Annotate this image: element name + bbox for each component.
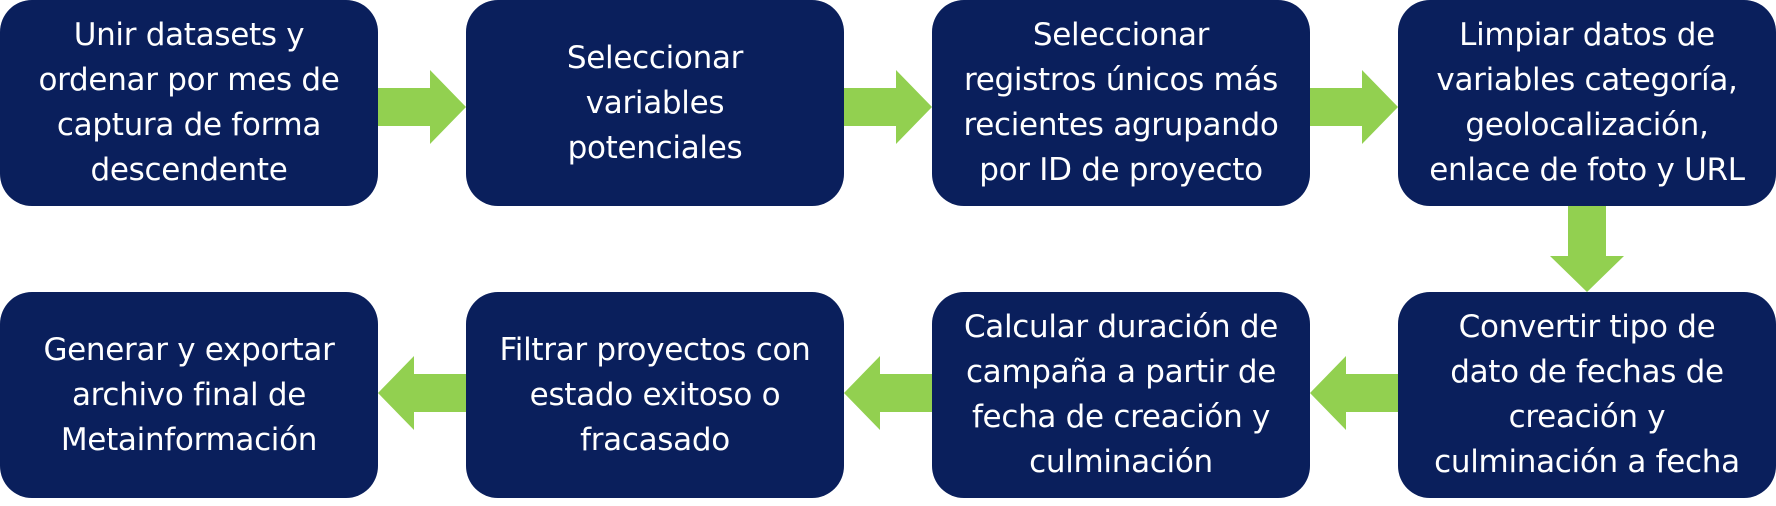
step-8-box bbox=[0, 292, 378, 498]
step-7-label: Filtrar proyectos con estado exitoso o fracasado bbox=[499, 331, 811, 458]
step-4-label: Limpiar datos de variables categoría, geolocalización, enlace de foto y URL bbox=[1429, 17, 1745, 188]
step-5-label: Convertir tipo de dato de fechas de creación y culminación a fecha bbox=[1434, 309, 1740, 480]
arrow-right-1-2 bbox=[378, 70, 466, 144]
arrow-left-5-6 bbox=[1310, 356, 1398, 430]
arrow-right-2-3 bbox=[844, 70, 932, 144]
arrow-down-4-5 bbox=[1550, 206, 1624, 292]
step-5-box bbox=[1398, 292, 1776, 498]
step-2-label: Seleccionar variables potenciales bbox=[566, 39, 744, 166]
arrow-right-3-4 bbox=[1310, 70, 1398, 144]
arrow-right-shape bbox=[844, 70, 932, 144]
arrow-left-6-7 bbox=[844, 356, 932, 430]
step-1-box bbox=[0, 0, 378, 206]
arrow-right-shape bbox=[1310, 70, 1398, 144]
step-2-box bbox=[466, 0, 844, 206]
step-1-label: Unir datasets y ordenar por mes de captura de forma descendente bbox=[38, 17, 340, 188]
step-3-box bbox=[932, 0, 1310, 206]
step-7-box bbox=[466, 292, 844, 498]
arrow-left-7-8 bbox=[378, 356, 466, 430]
step-6-box bbox=[932, 292, 1310, 498]
step-4-box bbox=[1398, 0, 1776, 206]
step-3-label: Seleccionar registros únicos más recientes agrupando por ID de proyecto bbox=[963, 17, 1279, 188]
step-6-label: Calcular duración de campaña a partir de fecha de creación y culminación bbox=[963, 309, 1279, 480]
arrow-right-shape bbox=[378, 70, 466, 144]
arrow-left-shape bbox=[1310, 356, 1398, 430]
arrow-down-shape bbox=[1550, 206, 1624, 292]
arrow-left-shape bbox=[844, 356, 932, 430]
arrow-left-shape bbox=[378, 356, 466, 430]
step-8-label: Generar y exportar archivo final de Metainformación bbox=[43, 331, 335, 458]
